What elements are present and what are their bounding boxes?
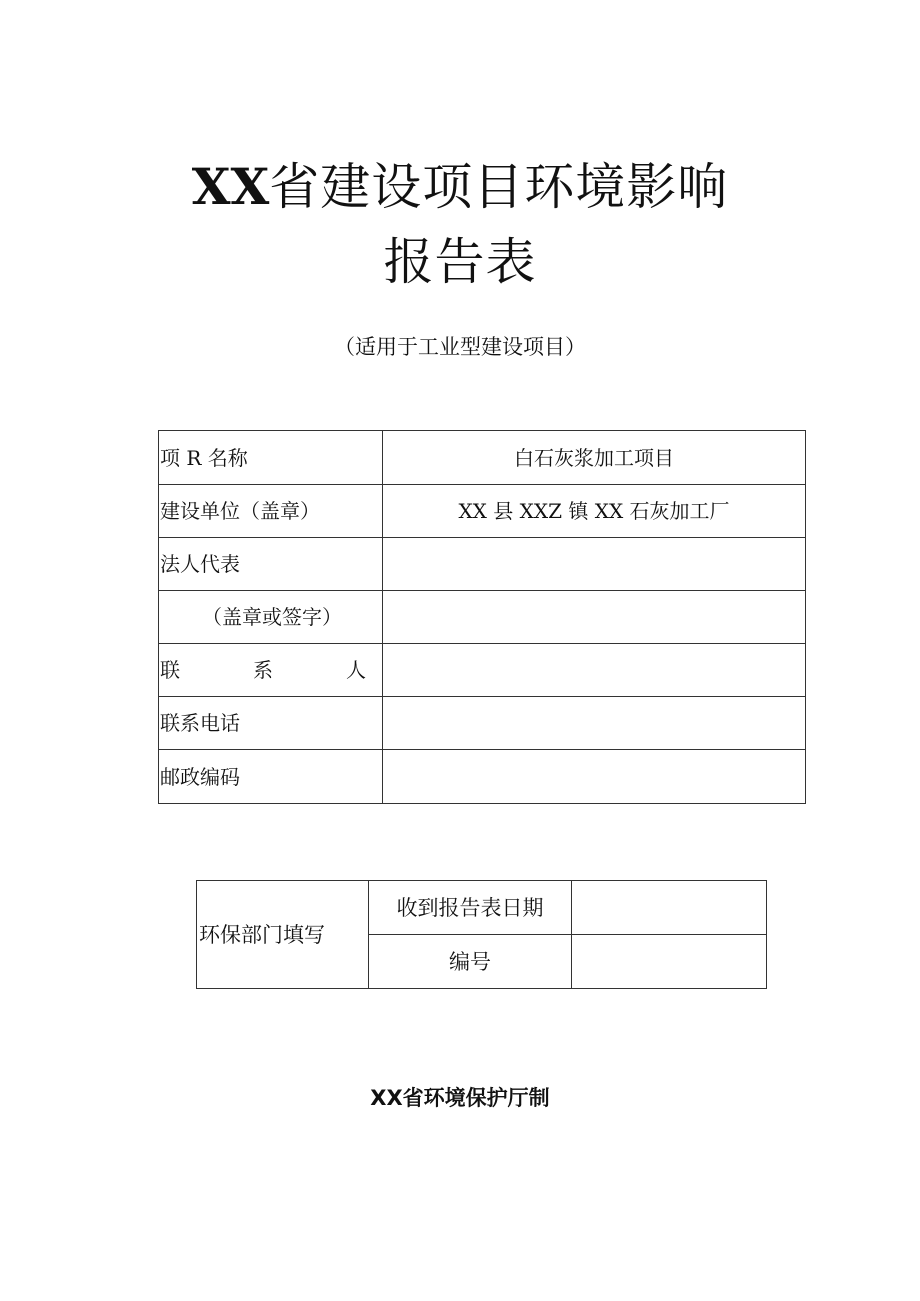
env-department-table [196,880,767,989]
received-date-value[interactable] [572,881,767,935]
seal-or-signature-cell [159,591,383,644]
project-name-label: 项 R 名称 [159,431,383,485]
contact-person-label-part: 人 [346,658,366,682]
document-title-line2: 报告表 [383,233,537,291]
title-line1-text: 省建设项目环境影响 [269,158,729,216]
table-row [159,750,806,804]
construction-unit-value[interactable]: XX 县 XXZ 镇 XX 石灰加工厂 [383,485,806,538]
contact-person-label-part: 联 [160,658,180,682]
env-department-label: 环保部门填写 [197,881,369,989]
contact-person-value[interactable] [383,644,806,697]
seal-or-signature-label: （盖章或签字） [202,605,342,629]
title-prefix: XX [191,157,270,216]
postal-code-label: 邮政编码 [159,750,383,804]
document-subtitle: （适用于工业型建设项目） [334,335,586,359]
report-number-value[interactable] [572,935,767,989]
table-row [159,697,806,750]
received-date-label: 收到报告表日期 [369,881,572,935]
legal-representative-label: 法人代表 [159,538,383,591]
table-row [159,431,806,485]
issuer-footer: XX省环境保护厅制 [370,1086,550,1110]
contact-person-label-part: 系 [253,658,273,682]
seal-or-signature-value[interactable] [383,591,806,644]
contact-phone-label: 联系电话 [159,697,383,750]
construction-unit-label: 建设单位（盖章） [159,485,383,538]
contact-person-label [159,644,383,697]
table-row [197,881,767,935]
project-info-table [158,430,806,804]
postal-code-value[interactable] [383,750,806,804]
table-row [159,538,806,591]
table-row [159,644,806,697]
legal-representative-value[interactable] [383,538,806,591]
table-row [159,591,806,644]
report-number-label: 编号 [369,935,572,989]
document-title-line1 [0,157,920,217]
table-row [159,485,806,538]
contact-phone-value[interactable] [383,697,806,750]
project-name-value[interactable]: 白石灰浆加工项目 [383,431,806,485]
